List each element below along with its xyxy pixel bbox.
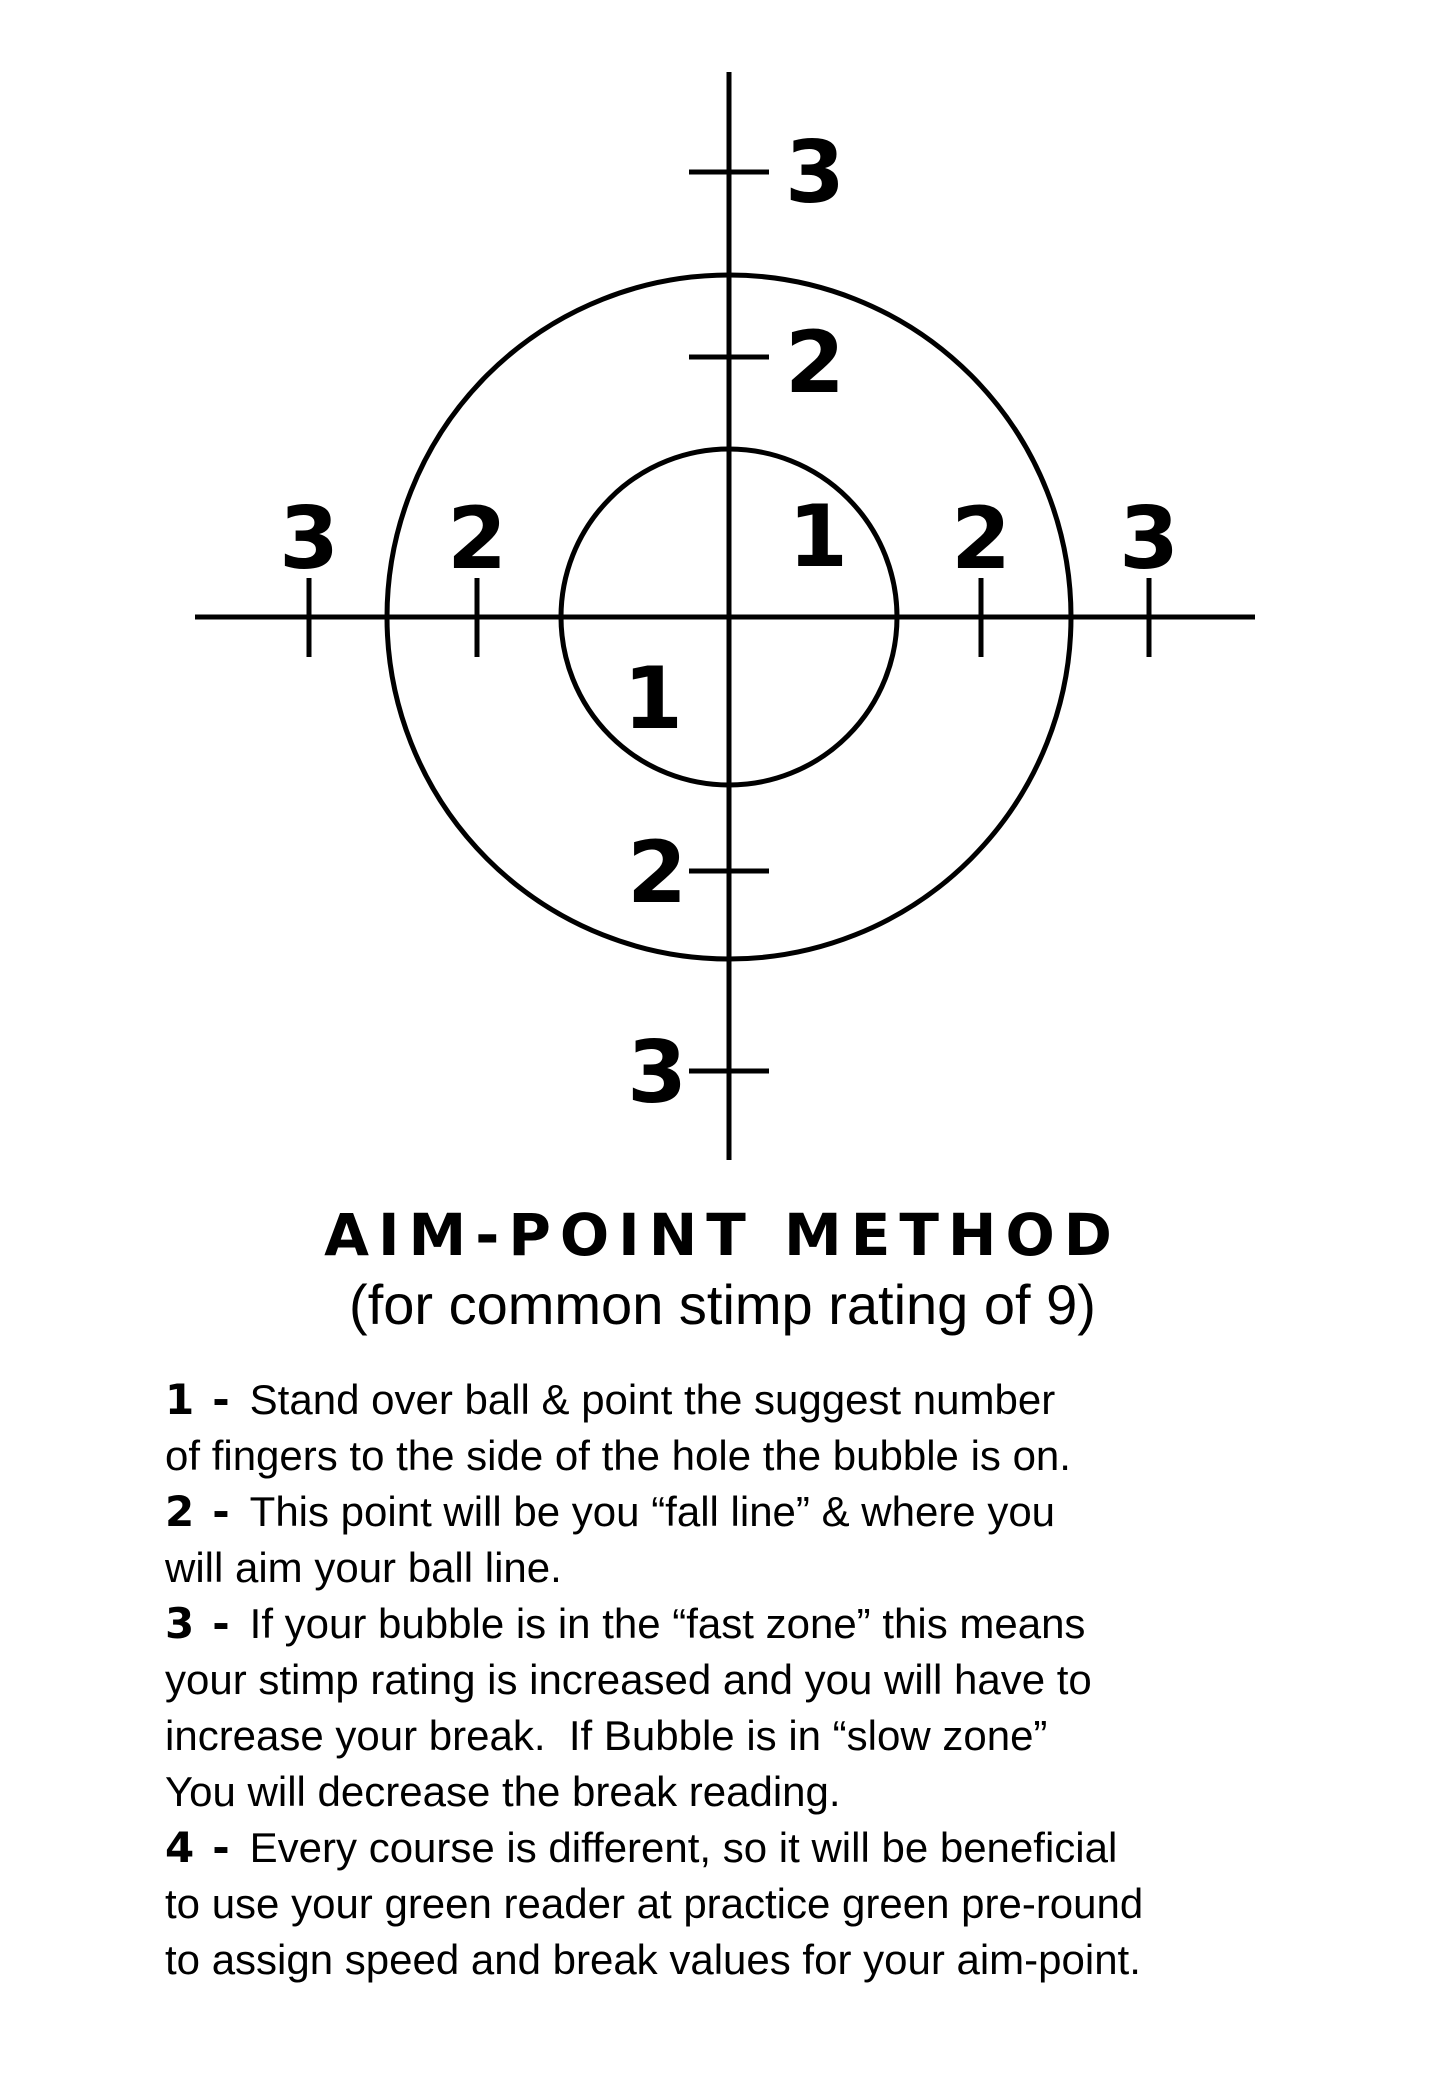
step-text-line: Every course is different, so it will be beneficial [249, 1824, 1118, 1871]
label-top-2: 2 [785, 313, 845, 413]
label-right-3: 3 [1119, 489, 1179, 589]
instruction-steps [165, 1372, 1395, 1988]
step-number: 3 [165, 1599, 195, 1648]
step-3 [165, 1596, 1395, 1820]
step-separator: - [212, 1599, 230, 1648]
step-1 [165, 1372, 1395, 1484]
step-text-line: your stimp rating is increased and you will have to [165, 1656, 1092, 1703]
label-left-2: 2 [447, 489, 507, 589]
step-4 [165, 1820, 1395, 1988]
step-number: 1 [165, 1375, 195, 1424]
label-right-1: 1 [788, 487, 848, 587]
step-text-line: Stand over ball & point the suggest number [249, 1376, 1056, 1423]
step-2 [165, 1484, 1395, 1596]
step-number: 2 [165, 1487, 195, 1536]
label-bottom-3: 3 [627, 1023, 687, 1123]
page-subtitle: (for common stimp rating of 9) [349, 1273, 1096, 1336]
step-text-line: of fingers to the side of the hole the bubble is on. [165, 1432, 1071, 1479]
step-separator: - [212, 1375, 230, 1424]
step-text-line: If your bubble is in the “fast zone” this means [249, 1600, 1086, 1647]
step-text-line: to use your green reader at practice green pre-round [165, 1880, 1144, 1927]
label-left-3: 3 [279, 489, 339, 589]
label-bottom-1: 1 [623, 649, 683, 749]
step-separator: - [212, 1487, 230, 1536]
step-separator: - [212, 1823, 230, 1872]
label-bottom-2: 2 [627, 823, 687, 923]
step-text-line: This point will be you “fall line” & where you [249, 1488, 1056, 1535]
step-text-line: will aim your ball line. [165, 1544, 562, 1591]
page-title: AIM-POINT METHOD [324, 1201, 1121, 1269]
step-text-line: to assign speed and break values for your aim-point. [165, 1936, 1141, 1983]
step-number: 4 [165, 1823, 195, 1872]
label-right-2: 2 [951, 489, 1011, 589]
step-text-line: increase your break. If Bubble is in “slow zone” [165, 1712, 1048, 1759]
label-top-3: 3 [785, 123, 845, 223]
step-text-line: You will decrease the break reading. [165, 1768, 841, 1815]
